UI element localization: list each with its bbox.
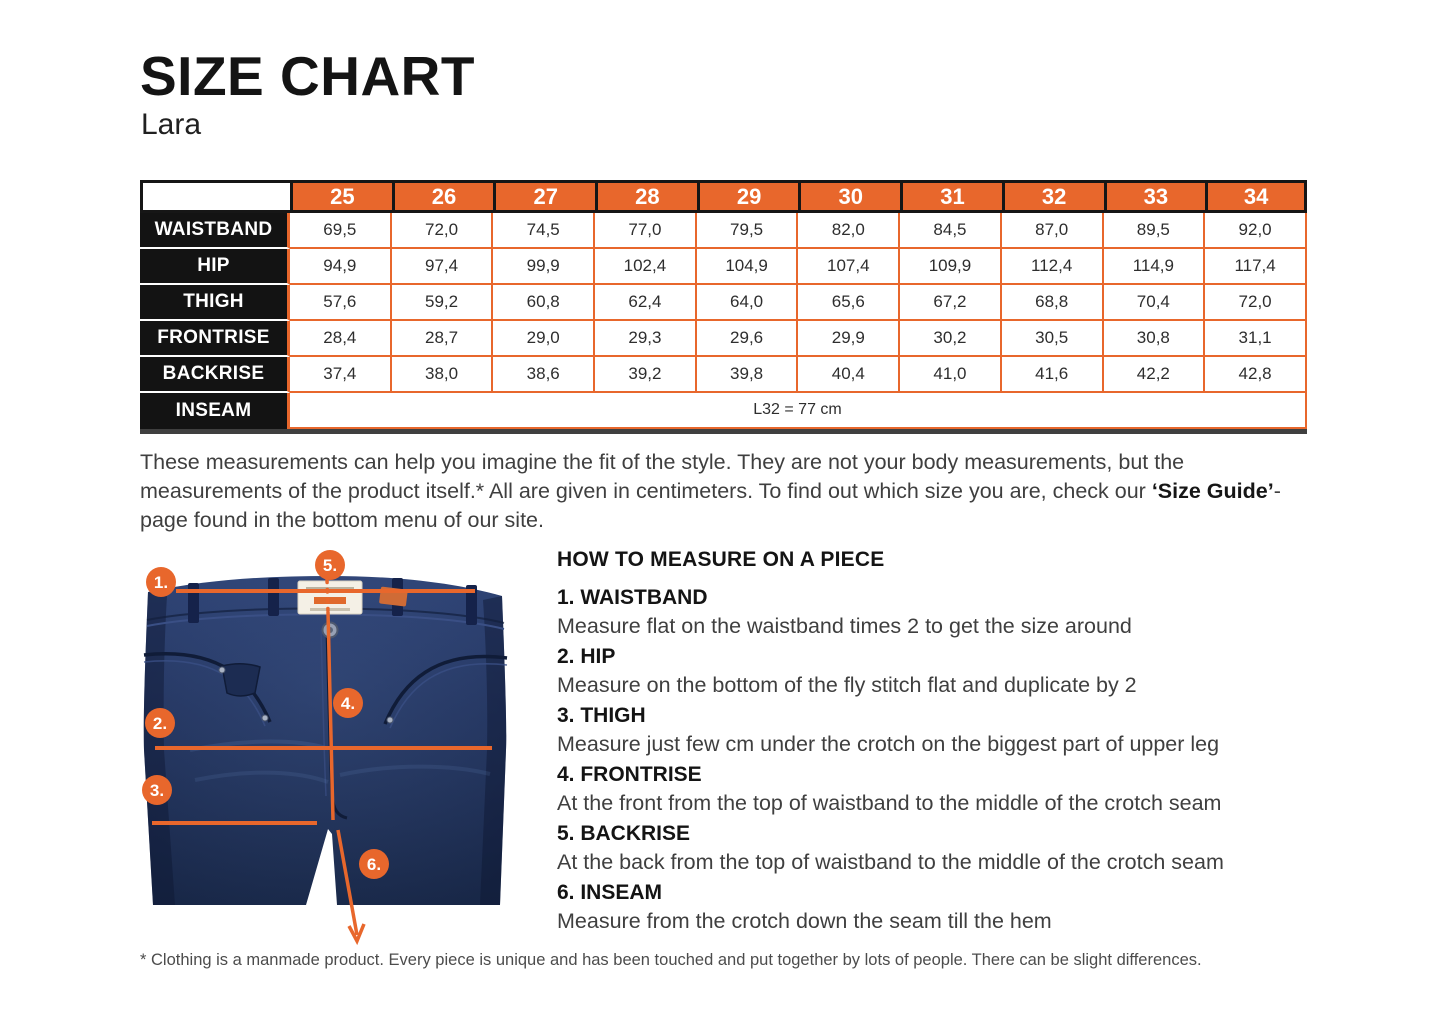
measurement-cell: 97,4 [392, 249, 494, 285]
table-row [140, 321, 1307, 357]
size-column-header: 32 [1002, 180, 1104, 213]
measurement-cell: 38,6 [493, 357, 595, 393]
row-label: FRONTRISE [140, 321, 290, 357]
measurement-cell: 77,0 [595, 213, 697, 249]
row-label: THIGH [140, 285, 290, 321]
size-table-container [140, 180, 1307, 434]
step-title: 4. FRONTRISE [557, 763, 702, 786]
measurement-cell: 65,6 [798, 285, 900, 321]
how-to-heading: HOW TO MEASURE ON A PIECE [557, 548, 885, 571]
size-column-header: 26 [392, 180, 494, 213]
step-thigh [557, 701, 1327, 759]
table-row [140, 249, 1307, 285]
measurement-cell: 99,9 [493, 249, 595, 285]
table-row [140, 285, 1307, 321]
marker-5: 5. [322, 556, 338, 575]
measurement-cell: 67,2 [900, 285, 1002, 321]
measurement-cell: 112,4 [1002, 249, 1104, 285]
page-title: SIZE CHART [140, 45, 475, 107]
measurement-cell: 87,0 [1002, 213, 1104, 249]
table-row [140, 393, 1307, 429]
step-inseam [557, 878, 1327, 936]
step-title: 3. THIGH [557, 704, 646, 727]
row-label: BACKRISE [140, 357, 290, 393]
measurement-cell: 104,9 [697, 249, 799, 285]
step-description: Measure just few cm under the crotch on the biggest part of upper leg [557, 732, 1220, 756]
step-backrise [557, 819, 1327, 877]
size-column-header: 28 [595, 180, 697, 213]
measurement-cell: 72,0 [392, 213, 494, 249]
size-column-header: 31 [900, 180, 1002, 213]
size-header-row [140, 180, 1307, 213]
measurement-cell: 107,4 [798, 249, 900, 285]
measurement-cell: 38,0 [392, 357, 494, 393]
step-description: Measure on the bottom of the fly stitch flat and duplicate by 2 [557, 673, 1137, 697]
measurement-cell: 57,6 [290, 285, 392, 321]
measurement-cell: 37,4 [290, 357, 392, 393]
measurement-cell: 30,2 [900, 321, 1002, 357]
step-title: 5. BACKRISE [557, 822, 691, 845]
rivet [219, 667, 225, 673]
measurement-cell: 82,0 [798, 213, 900, 249]
marker-2: 2. [152, 714, 168, 733]
table-row [140, 213, 1307, 249]
belt-loop [268, 578, 279, 616]
measurement-cell: 29,0 [493, 321, 595, 357]
step-waistband [557, 583, 1327, 641]
measurement-cell: 79,5 [697, 213, 799, 249]
measurement-cell: 28,7 [392, 321, 494, 357]
measurement-cell: 30,8 [1104, 321, 1206, 357]
step-description: Measure flat on the waistband times 2 to get the size around [557, 614, 1132, 638]
size-column-header: 27 [493, 180, 595, 213]
row-label: INSEAM [140, 393, 290, 429]
size-column-header: 29 [697, 180, 799, 213]
rivet [262, 715, 268, 721]
measurement-cell: 29,3 [595, 321, 697, 357]
size-table [140, 180, 1307, 429]
jeans-measurement-diagram [130, 550, 530, 955]
measurement-cell: 39,8 [697, 357, 799, 393]
measurement-cell: 28,4 [290, 321, 392, 357]
measurement-cell: 29,6 [697, 321, 799, 357]
table-row [140, 357, 1307, 393]
footnote: * Clothing is a manmade product. Every piece is unique and has been touched and put together by lots of people. There can be slight differences. [140, 951, 1202, 969]
measurement-cell: 29,9 [798, 321, 900, 357]
step-title: 2. HIP [557, 645, 616, 668]
measurement-cell: 62,4 [595, 285, 697, 321]
jeans-photo [144, 576, 507, 905]
intro-text-before: These measurements can help you imagine the fit of the style. They are not your body measurements, but the measurements of the product itself.* All are given in centimeters. To find out which size you are, check our [140, 450, 1185, 503]
size-column-header: 33 [1104, 180, 1206, 213]
marker-4: 4. [340, 694, 356, 713]
inseam-note-cell: L32 = 77 cm [290, 393, 1307, 429]
how-to-measure-section [557, 548, 1327, 937]
measurement-cell: 94,9 [290, 249, 392, 285]
intro-text-after: -page found in the bottom menu of our site. [140, 479, 1281, 532]
measurement-cell: 89,5 [1104, 213, 1206, 249]
marker-6: 6. [366, 855, 382, 874]
measurement-cell: 84,5 [900, 213, 1002, 249]
measurement-cell: 41,6 [1002, 357, 1104, 393]
measurement-cell: 117,4 [1205, 249, 1307, 285]
measurement-cell: 39,2 [595, 357, 697, 393]
inner-brand-label [298, 581, 362, 614]
measurement-cell: 69,5 [290, 213, 392, 249]
measurement-cell: 42,8 [1205, 357, 1307, 393]
page-subtitle: Lara [141, 108, 202, 141]
row-label: HIP [140, 249, 290, 285]
measurement-cell: 102,4 [595, 249, 697, 285]
row-label: WAISTBAND [140, 213, 290, 249]
measurement-cell: 68,8 [1002, 285, 1104, 321]
measurement-cell: 64,0 [697, 285, 799, 321]
step-hip [557, 642, 1327, 700]
measurement-cell: 42,2 [1104, 357, 1206, 393]
measurement-cell: 114,9 [1104, 249, 1206, 285]
coin-pocket [222, 664, 260, 696]
step-description: At the back from the top of waistband to the middle of the crotch seam [557, 850, 1224, 874]
size-column-header: 30 [798, 180, 900, 213]
step-title: 1. WAISTBAND [557, 586, 708, 609]
step-title: 6. INSEAM [557, 881, 663, 904]
measurement-cell: 60,8 [493, 285, 595, 321]
size-column-header: 25 [290, 180, 392, 213]
step-description: Measure from the crotch down the seam till the hem [557, 909, 1052, 933]
measurement-cell: 109,9 [900, 249, 1002, 285]
measurement-cell: 72,0 [1205, 285, 1307, 321]
intro-paragraph [140, 448, 1312, 535]
measurement-cell: 92,0 [1205, 213, 1307, 249]
table-corner-cell [140, 180, 290, 213]
measurement-cell: 30,5 [1002, 321, 1104, 357]
marker-3: 3. [149, 781, 165, 800]
measurement-cell: 41,0 [900, 357, 1002, 393]
measurement-cell: 74,5 [493, 213, 595, 249]
marker-1: 1. [153, 573, 169, 592]
size-column-header: 34 [1205, 180, 1307, 213]
step-description: At the front from the top of waistband to the middle of the crotch seam [557, 791, 1222, 815]
measurement-cell: 31,1 [1205, 321, 1307, 357]
step-frontrise [557, 760, 1327, 818]
rivet [387, 717, 393, 723]
measurement-cell: 40,4 [798, 357, 900, 393]
measurement-cell: 59,2 [392, 285, 494, 321]
size-guide-mention: ‘Size Guide’ [1151, 479, 1274, 503]
measurement-cell: 70,4 [1104, 285, 1206, 321]
